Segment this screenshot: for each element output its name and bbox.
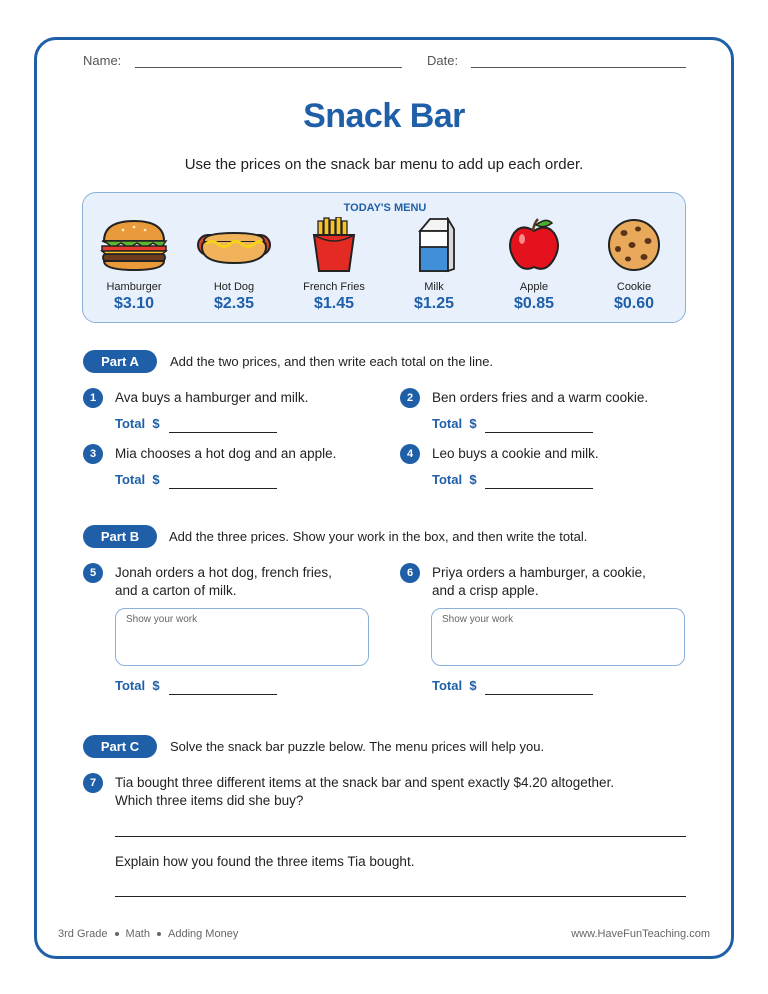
question-number: 5	[83, 563, 103, 583]
explain-line[interactable]	[115, 896, 686, 897]
name-field[interactable]	[135, 67, 402, 68]
total-label: Total $	[115, 678, 160, 693]
bullet-icon	[157, 932, 161, 936]
menu-item-name: Cookie	[616, 281, 652, 293]
question-number: 2	[400, 388, 420, 408]
part-a-instructions: Add the two prices, and then write each total on the line.	[170, 354, 494, 369]
menu-item-name: Apple	[519, 281, 549, 293]
total-label: Total $	[432, 416, 477, 431]
menu-item-milk	[384, 217, 484, 313]
footer-topic: Adding Money	[168, 928, 239, 940]
question-text: Priya orders a hamburger, a cookie, and a crisp apple.	[432, 565, 646, 598]
question-text: Jonah orders a hot dog, french fries, and a carton of milk.	[115, 565, 332, 598]
question-text: Tia bought three different items at the snack bar and spent exactly $4.20 altogether. Which three items did she buy?	[115, 775, 615, 808]
menu-item-apple	[484, 217, 584, 313]
question-text: Ben orders fries and a warm cookie.	[432, 390, 649, 405]
part-c-instructions: Solve the snack bar puzzle below. The menu prices will help you.	[170, 739, 545, 754]
total-label: Total $	[115, 416, 160, 431]
footer-grade: 3rd Grade	[58, 928, 108, 940]
page-subtitle: Use the prices on the snack bar menu to add up each order.	[184, 156, 584, 173]
explain-prompt: Explain how you found the three items Tia bought.	[115, 854, 415, 869]
page-title: Snack Bar	[303, 97, 465, 135]
answer-line-3[interactable]	[169, 488, 277, 489]
menu-item-price: $0.85	[513, 295, 555, 312]
total-label: Total $	[432, 472, 477, 487]
part-a-badge: Part A	[83, 350, 157, 373]
name-label: Name:	[83, 53, 122, 68]
total-label: Total $	[115, 472, 160, 487]
menu-item-cookie	[584, 217, 684, 313]
hamburger-icon	[99, 217, 169, 273]
part-c-badge: Part C	[83, 735, 157, 758]
menu-item-name: Hamburger	[106, 281, 162, 293]
menu-item-name: Hot Dog	[213, 281, 255, 293]
menu-item-price: $2.35	[213, 295, 255, 312]
part-b-instructions: Add the three prices. Show your work in the box, and then write the total.	[169, 529, 588, 544]
menu-heading: TODAY'S MENU	[343, 202, 427, 214]
question-number: 7	[83, 773, 103, 793]
question-text: Ava buys a hamburger and milk.	[115, 390, 309, 405]
work-box-6[interactable]	[431, 608, 685, 666]
menu-item-hamburger	[84, 217, 184, 313]
answer-line-2[interactable]	[485, 432, 593, 433]
milk-carton-icon	[412, 217, 456, 273]
work-box-label: Show your work	[442, 614, 514, 625]
answer-line-6[interactable]	[485, 694, 593, 695]
part-b-badge: Part B	[83, 525, 157, 548]
date-field[interactable]	[471, 67, 686, 68]
question-number: 3	[83, 444, 103, 464]
menu-item-name: French Fries	[303, 281, 365, 293]
question-number: 1	[83, 388, 103, 408]
question-number: 6	[400, 563, 420, 583]
date-label: Date:	[427, 53, 459, 68]
menu-item-price: $1.25	[413, 295, 455, 312]
footer-tags	[58, 928, 238, 940]
menu-item-price: $3.10	[113, 295, 155, 312]
question-number: 4	[400, 444, 420, 464]
work-box-label: Show your work	[126, 614, 198, 625]
answer-line-4[interactable]	[485, 488, 593, 489]
menu-item-price: $0.60	[613, 295, 655, 312]
cookie-icon	[606, 217, 662, 273]
menu-item-hot-dog	[184, 217, 284, 313]
answer-line-1[interactable]	[169, 432, 277, 433]
hot-dog-icon	[194, 217, 274, 273]
menu-item-name: Milk	[424, 281, 444, 293]
total-label: Total $	[432, 678, 477, 693]
footer-subject: Math	[125, 928, 150, 940]
bullet-icon	[115, 932, 119, 936]
question-text: Leo buys a cookie and milk.	[432, 446, 599, 461]
french-fries-icon	[309, 217, 359, 273]
apple-icon	[506, 217, 562, 273]
menu-item-price: $1.45	[313, 295, 355, 312]
question-text: Mia chooses a hot dog and an apple.	[115, 446, 337, 461]
menu-item-french-fries	[284, 217, 384, 313]
worksheet-border	[34, 37, 734, 959]
work-box-5[interactable]	[115, 608, 369, 666]
answer-line-7[interactable]	[115, 836, 686, 837]
answer-line-5[interactable]	[169, 694, 277, 695]
snack-menu	[82, 192, 686, 323]
footer-site: www.HaveFunTeaching.com	[571, 928, 710, 940]
